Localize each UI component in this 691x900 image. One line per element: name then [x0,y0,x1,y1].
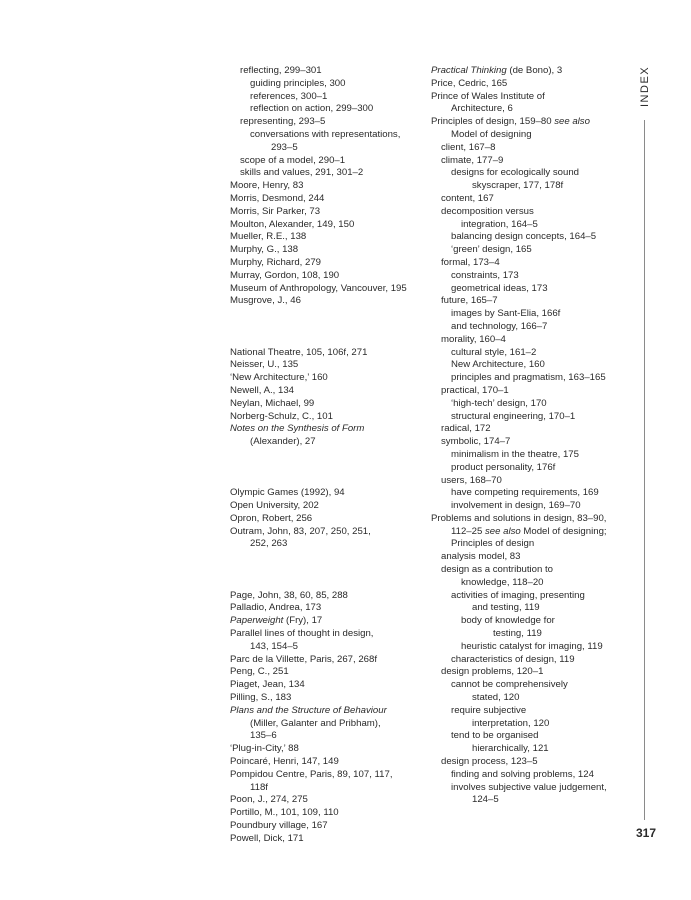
index-entry [230,590,425,603]
index-entry [230,628,425,641]
index-entry-text: and technology, 166–7 [451,320,548,332]
index-subentry [431,334,631,347]
index-entry-text: hierarchically, 121 [472,743,549,755]
index-entry-text: symbolic, 174–7 [441,436,511,448]
index-entry-text: cultural style, 161–2 [451,346,537,358]
index-entry-text: 124–5 [472,794,499,806]
index-subentry [431,321,631,334]
index-entry-text: formal, 173–4 [441,256,500,268]
index-subentry [230,782,425,795]
index-entry [230,219,425,232]
index-entry-text: testing, 119 [493,628,542,640]
index-entry-text: scope of a model, 290–1 [240,154,346,166]
index-subentry [431,257,631,270]
index-entry-text: Murphy, Richard, 279 [230,256,322,268]
section-gap [230,551,425,589]
index-entry-text: decomposition versus [441,205,534,217]
section-gap [230,308,425,346]
index-subentry [230,436,425,449]
index-entry [230,513,425,526]
index-entry [230,679,425,692]
index-entry [230,257,425,270]
index-entry [230,500,425,513]
index-entry-text: Powell, Dick, 171 [230,832,304,844]
index-entry-text: constraints, 173 [451,269,519,281]
index-entry-text: ‘New Architecture,’ 160 [230,372,328,384]
index-entry-text: body of knowledge for [461,615,555,627]
index-entry-text: knowledge, 118–20 [461,576,544,588]
index-entry-text: Poon, J., 274, 275 [230,794,308,806]
index-entry-text: Price, Cedric, 165 [431,77,508,89]
index-entry [230,193,425,206]
index-entry-text: users, 168–70 [441,474,502,486]
index-subentry [431,526,631,539]
index-entry-text: Page, John, 38, 60, 85, 288 [230,589,348,601]
index-entry [230,180,425,193]
index-entry-text: designs for ecologically sound [451,167,579,179]
index-subentry [431,103,631,116]
index-entry [230,526,425,539]
index-entry [431,65,631,78]
index-entry-text: 118f [250,781,268,793]
index-entry-text: Palladio, Andrea, 173 [230,602,322,614]
index-entry-text: ‘high-tech’ design, 170 [451,397,547,409]
index-entry-text: Open University, 202 [230,500,319,512]
index-entry-text: Outram, John, 83, 207, 250, 251, [230,525,371,537]
index-entry-text: Opron, Robert, 256 [230,512,313,524]
index-entry [431,91,631,104]
index-entry [230,820,425,833]
index-entry-text: Parc de la Villette, Paris, 267, 268f [230,653,378,665]
index-entry-text: finding and solving problems, 124 [451,768,594,780]
index-subentry [431,411,631,424]
index-entry [230,231,425,244]
index-entry-text: have competing requirements, 169 [451,487,599,499]
index-subentry [431,602,631,615]
index-subentry [431,769,631,782]
index-entry-text: Morris, Desmond, 244 [230,192,325,204]
index-entry-text: heuristic catalyst for imaging, 119 [461,640,603,652]
index-subentry [230,538,425,551]
index-entry-text: Prince of Wales Institute of [431,90,545,102]
index-entry-text: Portillo, M., 101, 109, 110 [230,807,339,819]
index-entry-text: Poincaré, Henri, 147, 149 [230,756,339,768]
index-entry-text: Murphy, G., 138 [230,244,299,256]
index-entry-text: Practical Thinking [431,65,507,76]
index-entry [230,666,425,679]
index-entry-text: require subjective [451,704,527,716]
index-entry-text: Olympic Games (1992), 94 [230,487,345,499]
index-subentry [431,538,631,551]
index-entry [431,78,631,91]
section-gap [230,449,425,487]
index-entry [230,487,425,500]
index-entry-text: Museum of Anthropology, Vancouver, 195 [230,282,407,294]
index-entry-text: conversations with representations, [250,128,401,140]
index-subentry [230,641,425,654]
index-entry-text: Architecture, 6 [451,103,513,115]
index-entry [230,756,425,769]
index-entry-text: Norberg-Schulz, C., 101 [230,410,333,422]
index-column-right [431,65,631,807]
index-subentry [431,743,631,756]
index-subentry [431,270,631,283]
index-entry-text: Pilling, S., 183 [230,692,292,704]
index-entry-text: radical, 172 [441,423,491,435]
index-entry-text: Principles of design [451,538,535,550]
index-entry-text: involvement in design, 169–70 [451,500,581,512]
index-entry [230,692,425,705]
section-label: INDEX [639,65,651,107]
index-entry-text: ‘Plug-in-City,’ 88 [230,743,299,755]
index-subentry [431,423,631,436]
index-entry [230,206,425,219]
index-entry-text: Parallel lines of thought in design, [230,628,374,640]
index-subentry [431,666,631,679]
index-subentry [431,167,631,180]
index-subentry [431,654,631,667]
index-subentry [431,283,631,296]
index-entry-text: guiding principles, 300 [250,77,346,89]
index-entry-text: characteristics of design, 119 [451,653,575,665]
index-subentry [431,142,631,155]
index-entry-text: reflection on action, 299–300 [250,103,374,115]
index-entry [230,654,425,667]
index-subentry [431,155,631,168]
index-subentry [230,155,425,168]
index-entry [431,513,631,526]
index-entry-text: Musgrove, J., 46 [230,295,301,307]
index-subentry [230,142,425,155]
index-entry-text: Paperweight [230,615,284,627]
index-subentry [431,718,631,731]
index-entry [230,244,425,257]
index-entry-text: Model of designing; [520,525,607,537]
index-entry-text: Poundbury village, 167 [230,820,328,832]
index-entry [230,347,425,360]
index-entry [230,385,425,398]
index-entry-text: 293–5 [271,141,298,153]
index-subentry [431,590,631,603]
index-entry-text: morality, 160–4 [441,333,506,345]
index-subentry [431,308,631,321]
index-entry [230,398,425,411]
index-subentry [431,692,631,705]
index-entry-text: tend to be organised [451,730,539,742]
index-entry-text: see also [554,116,590,128]
index-subentry [431,500,631,513]
index-entry [230,283,425,296]
index-entry-text: representing, 293–5 [240,116,326,128]
index-entry-text: principles and pragmatism, 163–165 [451,372,606,384]
index-subentry [431,551,631,564]
index-subentry [431,782,631,795]
index-entry-text: stated, 120 [472,692,520,704]
index-entry-text: skyscraper, 177, 178f [472,180,564,192]
index-subentry [431,487,631,500]
index-subentry [431,730,631,743]
index-entry-text: content, 167 [441,192,494,204]
index-entry-text: design as a contribution to [441,564,554,576]
index-entry-text: Moore, Henry, 83 [230,180,304,192]
index-entry-text: product personality, 176f [451,461,556,473]
index-subentry [431,244,631,257]
index-entry-text: 135–6 [250,730,277,742]
index-entry-text: Model of designing [451,128,532,140]
index-subentry [431,436,631,449]
index-entry [230,372,425,385]
index-subentry [230,103,425,116]
index-subentry [431,219,631,232]
index-subentry [431,180,631,193]
index-entry [230,615,425,628]
index-entry-text: Notes on the Synthesis of Form [230,423,365,435]
index-entry-text: Newell, A., 134 [230,384,294,396]
index-subentry [230,116,425,129]
index-entry-text: activities of imaging, presenting [451,589,585,601]
index-subentry [230,65,425,78]
index-subentry [431,206,631,219]
page-number: 317 [635,826,656,840]
index-entry [230,602,425,615]
index-entry-text: ‘green’ design, 165 [451,244,532,256]
index-entry-text: Neylan, Michael, 99 [230,397,315,409]
index-entry-text: (de Bono), 3 [506,65,563,76]
index-subentry [431,372,631,385]
index-entry-text: and testing, 119 [472,602,540,614]
index-subentry [230,78,425,91]
index-entry-text: Plans and the Structure of Behaviour [230,704,387,716]
index-entry-text: New Architecture, 160 [451,359,545,371]
index-entry [230,769,425,782]
index-entry-text: Morris, Sir Parker, 73 [230,205,321,217]
index-entry-text: (Fry), 17 [283,615,323,627]
index-entry [230,295,425,308]
index-entry-text: future, 165–7 [441,295,498,307]
index-subentry [431,679,631,692]
index-entry-text: Moulton, Alexander, 149, 150 [230,218,355,230]
index-entry [230,270,425,283]
index-entry-text: structural engineering, 170–1 [451,410,576,422]
index-entry-text: Piaget, Jean, 134 [230,679,305,691]
index-entry-text: climate, 177–9 [441,154,504,166]
index-subentry [431,449,631,462]
index-entry [230,705,425,718]
index-subentry [431,295,631,308]
index-subentry [230,730,425,743]
index-entry [230,423,425,436]
index-entry-text: design process, 123–5 [441,756,538,768]
index-subentry [431,705,631,718]
index-entry-text: 112–25 [451,525,485,537]
index-subentry [431,628,631,641]
index-entry-text: interpretation, 120 [472,717,550,729]
index-entry [230,359,425,372]
index-subentry [431,475,631,488]
index-entry [230,833,425,846]
index-subentry [230,129,425,142]
index-entry-text: minimalism in the theatre, 175 [451,448,579,460]
index-subentry [431,564,631,577]
index-entry-text: Pompidou Centre, Paris, 89, 107, 117, [230,768,393,780]
index-entry-text: design problems, 120–1 [441,666,544,678]
index-entry-text: practical, 170–1 [441,384,509,396]
index-entry-text: analysis model, 83 [441,551,521,563]
index-entry-text: Neisser, U., 135 [230,359,299,371]
index-entry-text: geometrical ideas, 173 [451,282,548,294]
vertical-rule [644,120,645,820]
index-entry [431,116,631,129]
index-subentry [431,129,631,142]
index-subentry [431,385,631,398]
index-subentry [230,718,425,731]
index-subentry [431,641,631,654]
index-subentry [431,193,631,206]
index-entry-text: images by Sant-Elia, 166f [451,308,561,320]
index-subentry [431,756,631,769]
index-entry-text: references, 300–1 [250,90,328,102]
index-entry-text: skills and values, 291, 301–2 [240,167,364,179]
index-entry-text: Peng, C., 251 [230,666,289,678]
index-entry [230,743,425,756]
index-subentry [431,398,631,411]
index-subentry [431,794,631,807]
index-entry-text: Murray, Gordon, 108, 190 [230,269,340,281]
index-subentry [431,615,631,628]
index-entry-text: client, 167–8 [441,141,496,153]
index-entry [230,807,425,820]
index-entry-text: National Theatre, 105, 106f, 271 [230,346,368,358]
index-entry-text: Principles of design, 159–80 [431,116,555,128]
index-entry [230,411,425,424]
index-entry-text: (Miller, Galanter and Pribham), [250,717,381,729]
index-subentry [230,167,425,180]
index-subentry [431,462,631,475]
index-subentry [431,231,631,244]
index-entry-text: involves subjective value judgement, [451,781,607,793]
index-subentry [230,91,425,104]
index-subentry [431,359,631,372]
index-entry-text: (Alexander), 27 [250,436,316,448]
index-entry-text: cannot be comprehensively [451,679,568,691]
index-entry-text: reflecting, 299–301 [240,65,322,76]
index-entry-text: see also [484,525,521,537]
index-subentry [431,347,631,360]
index-entry-text: balancing design concepts, 164–5 [451,231,597,243]
index-entry [230,794,425,807]
index-subentry [431,577,631,590]
index-entry-text: integration, 164–5 [461,218,538,230]
index-entry-text: 143, 154–5 [250,640,299,652]
index-entry-text: 252, 263 [250,538,288,550]
index-column-left [230,65,425,846]
index-entry-text: Problems and solutions in design, 83–90, [431,512,607,524]
index-entry-text: Mueller, R.E., 138 [230,231,307,243]
